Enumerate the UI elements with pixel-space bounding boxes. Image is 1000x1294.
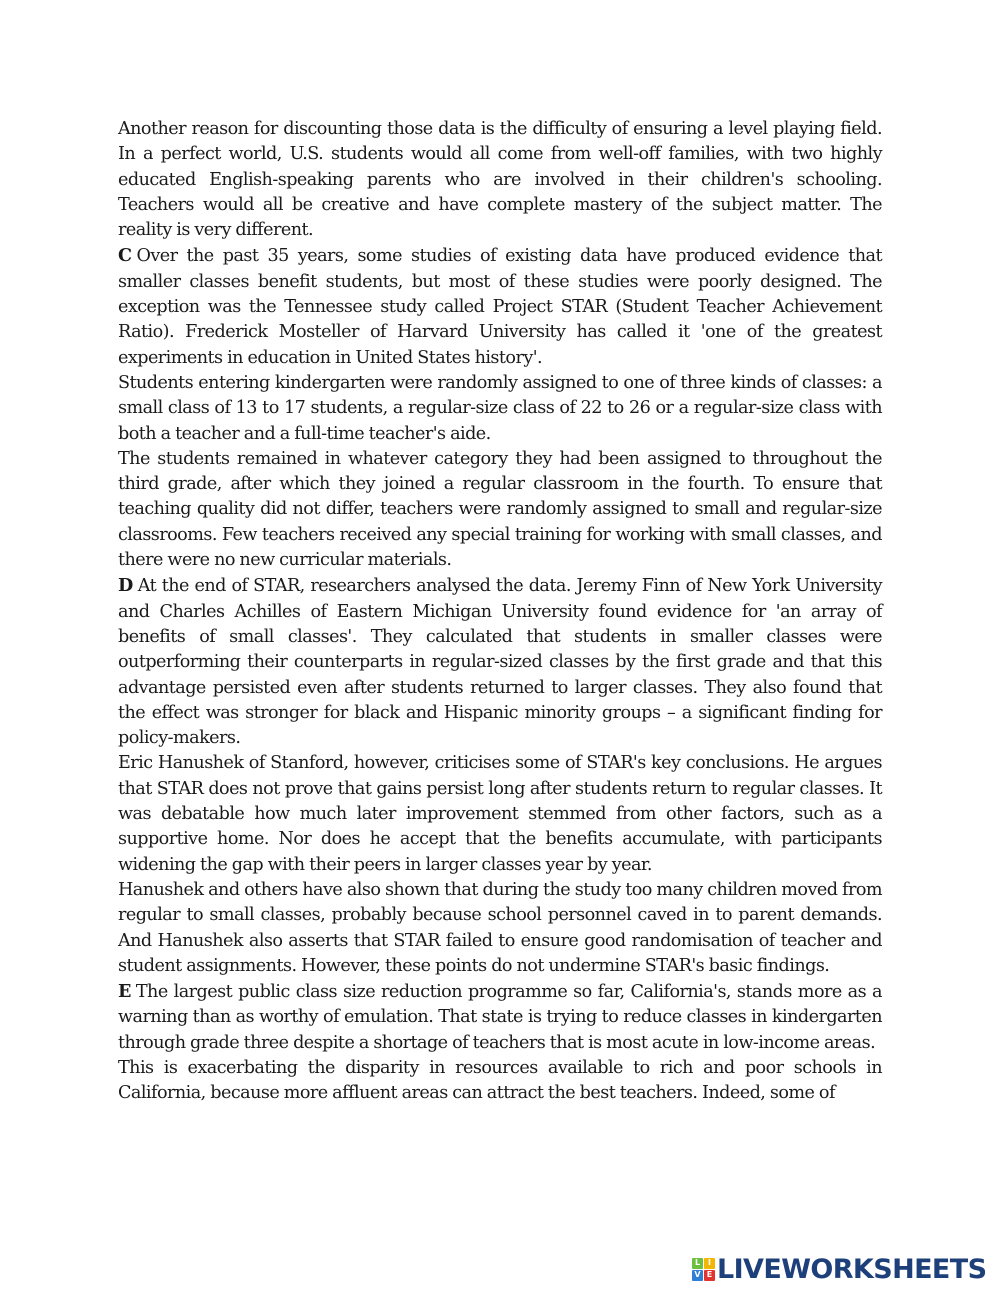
paragraph-text: Eric Hanushek of Stanford, however, criticises some of STAR's key conclusions. He argues that STAR does not prove that gains persist long after students return to regular classes. It was debatable how much later improvement stemmed from other factors, such as a supportive home. Nor does he accept that the benefits accumulate, with participants widening the gap with their peers in larger classes year by year.	[118, 753, 882, 875]
logo-icon	[692, 1258, 715, 1281]
paragraph-text: This is exacerbating the disparity in resources available to rich and poor schools in California, because more affluent areas can attract the best teachers. Indeed, some of	[118, 1057, 882, 1104]
logo-cell-v: V	[692, 1270, 703, 1281]
paragraph-hanushek-criticism	[118, 751, 882, 877]
paragraph-text: The students remained in whatever category they had been assigned to throughout the third grade, after which they joined a regular classroom in the fourth. To ensure that teaching quality did not differ, teachers were randomly assigned to small and regular-size classrooms. Few teachers received any special training for working with small classes, and there were no new curricular materials.	[118, 448, 882, 571]
section-letter: C	[118, 245, 132, 267]
logo-text: LIVEWORKSHEETS	[717, 1253, 987, 1285]
paragraph-section-d	[118, 573, 882, 751]
paragraph-kindergarten	[118, 371, 882, 447]
logo-cell-e: E	[704, 1270, 715, 1281]
paragraph-section-e	[118, 979, 882, 1056]
document-body	[118, 117, 882, 1107]
paragraph-text: Students entering kindergarten were randomly assigned to one of three kinds of classes: a small class of 13 to 17 students, a regular-size class of 22 to 26 or a regular-size class with both a teacher and a full-time teacher's aide.	[118, 372, 882, 444]
paragraph-text: At the end of STAR, researchers analysed the data. Jeremy Finn of New York University and Charles Achilles of Eastern Michigan University found evidence for 'an array of benefits of small classes'. They calculated that students in smaller classes were outperforming their counterparts in regular-sized classes by the first grade and that this advantage persisted even after students returned to larger classes. They also found that the effect was stronger for black and Hispanic minority groups – a significant finding for policy-makers.	[118, 576, 882, 749]
paragraph-intro	[118, 117, 882, 243]
paragraph-disparity	[118, 1056, 882, 1107]
paragraph-hanushek-others	[118, 878, 882, 979]
paragraph-students-remained	[118, 447, 882, 573]
paragraph-text: Over the past 35 years, some studies of existing data have produced evidence that smaller classes benefit students, but most of these studies were poorly designed. The exception was the Tennessee study called Project STAR (Student Teacher Achievement Ratio). Frederick Mosteller of Harvard University has called it 'one of the greatest experiments in education in United States history'.	[118, 246, 882, 368]
section-letter: E	[118, 981, 131, 1003]
paragraph-text: The largest public class size reduction programme so far, California's, stands more as a warning than as worthy of emulation. That state is trying to reduce classes in kindergarten through grade three despite a shortage of teachers that is most acute in low-income areas.	[118, 982, 882, 1053]
logo-cell-i: I	[704, 1258, 715, 1269]
logo-cell-l: L	[692, 1258, 703, 1269]
liveworksheets-logo[interactable]	[692, 1254, 986, 1284]
paragraph-section-c	[118, 243, 882, 370]
paragraph-text: Hanushek and others have also shown that during the study too many children moved from regular to small classes, probably because school personnel caved in to parent demands. And Hanushek also asserts that STAR failed to ensure good randomisation of teacher and student assignments. However, these points do not undermine STAR's basic findings.	[118, 879, 882, 976]
paragraph-text: Another reason for discounting those data is the difficulty of ensuring a level playing field. In a perfect world, U.S. students would all come from well-off families, with two highly educated English-speaking parents who are involved in their children's schooling. Teachers would all be creative and have complete mastery of the subject matter. The reality is very different.	[118, 119, 882, 241]
section-letter: D	[118, 575, 133, 597]
